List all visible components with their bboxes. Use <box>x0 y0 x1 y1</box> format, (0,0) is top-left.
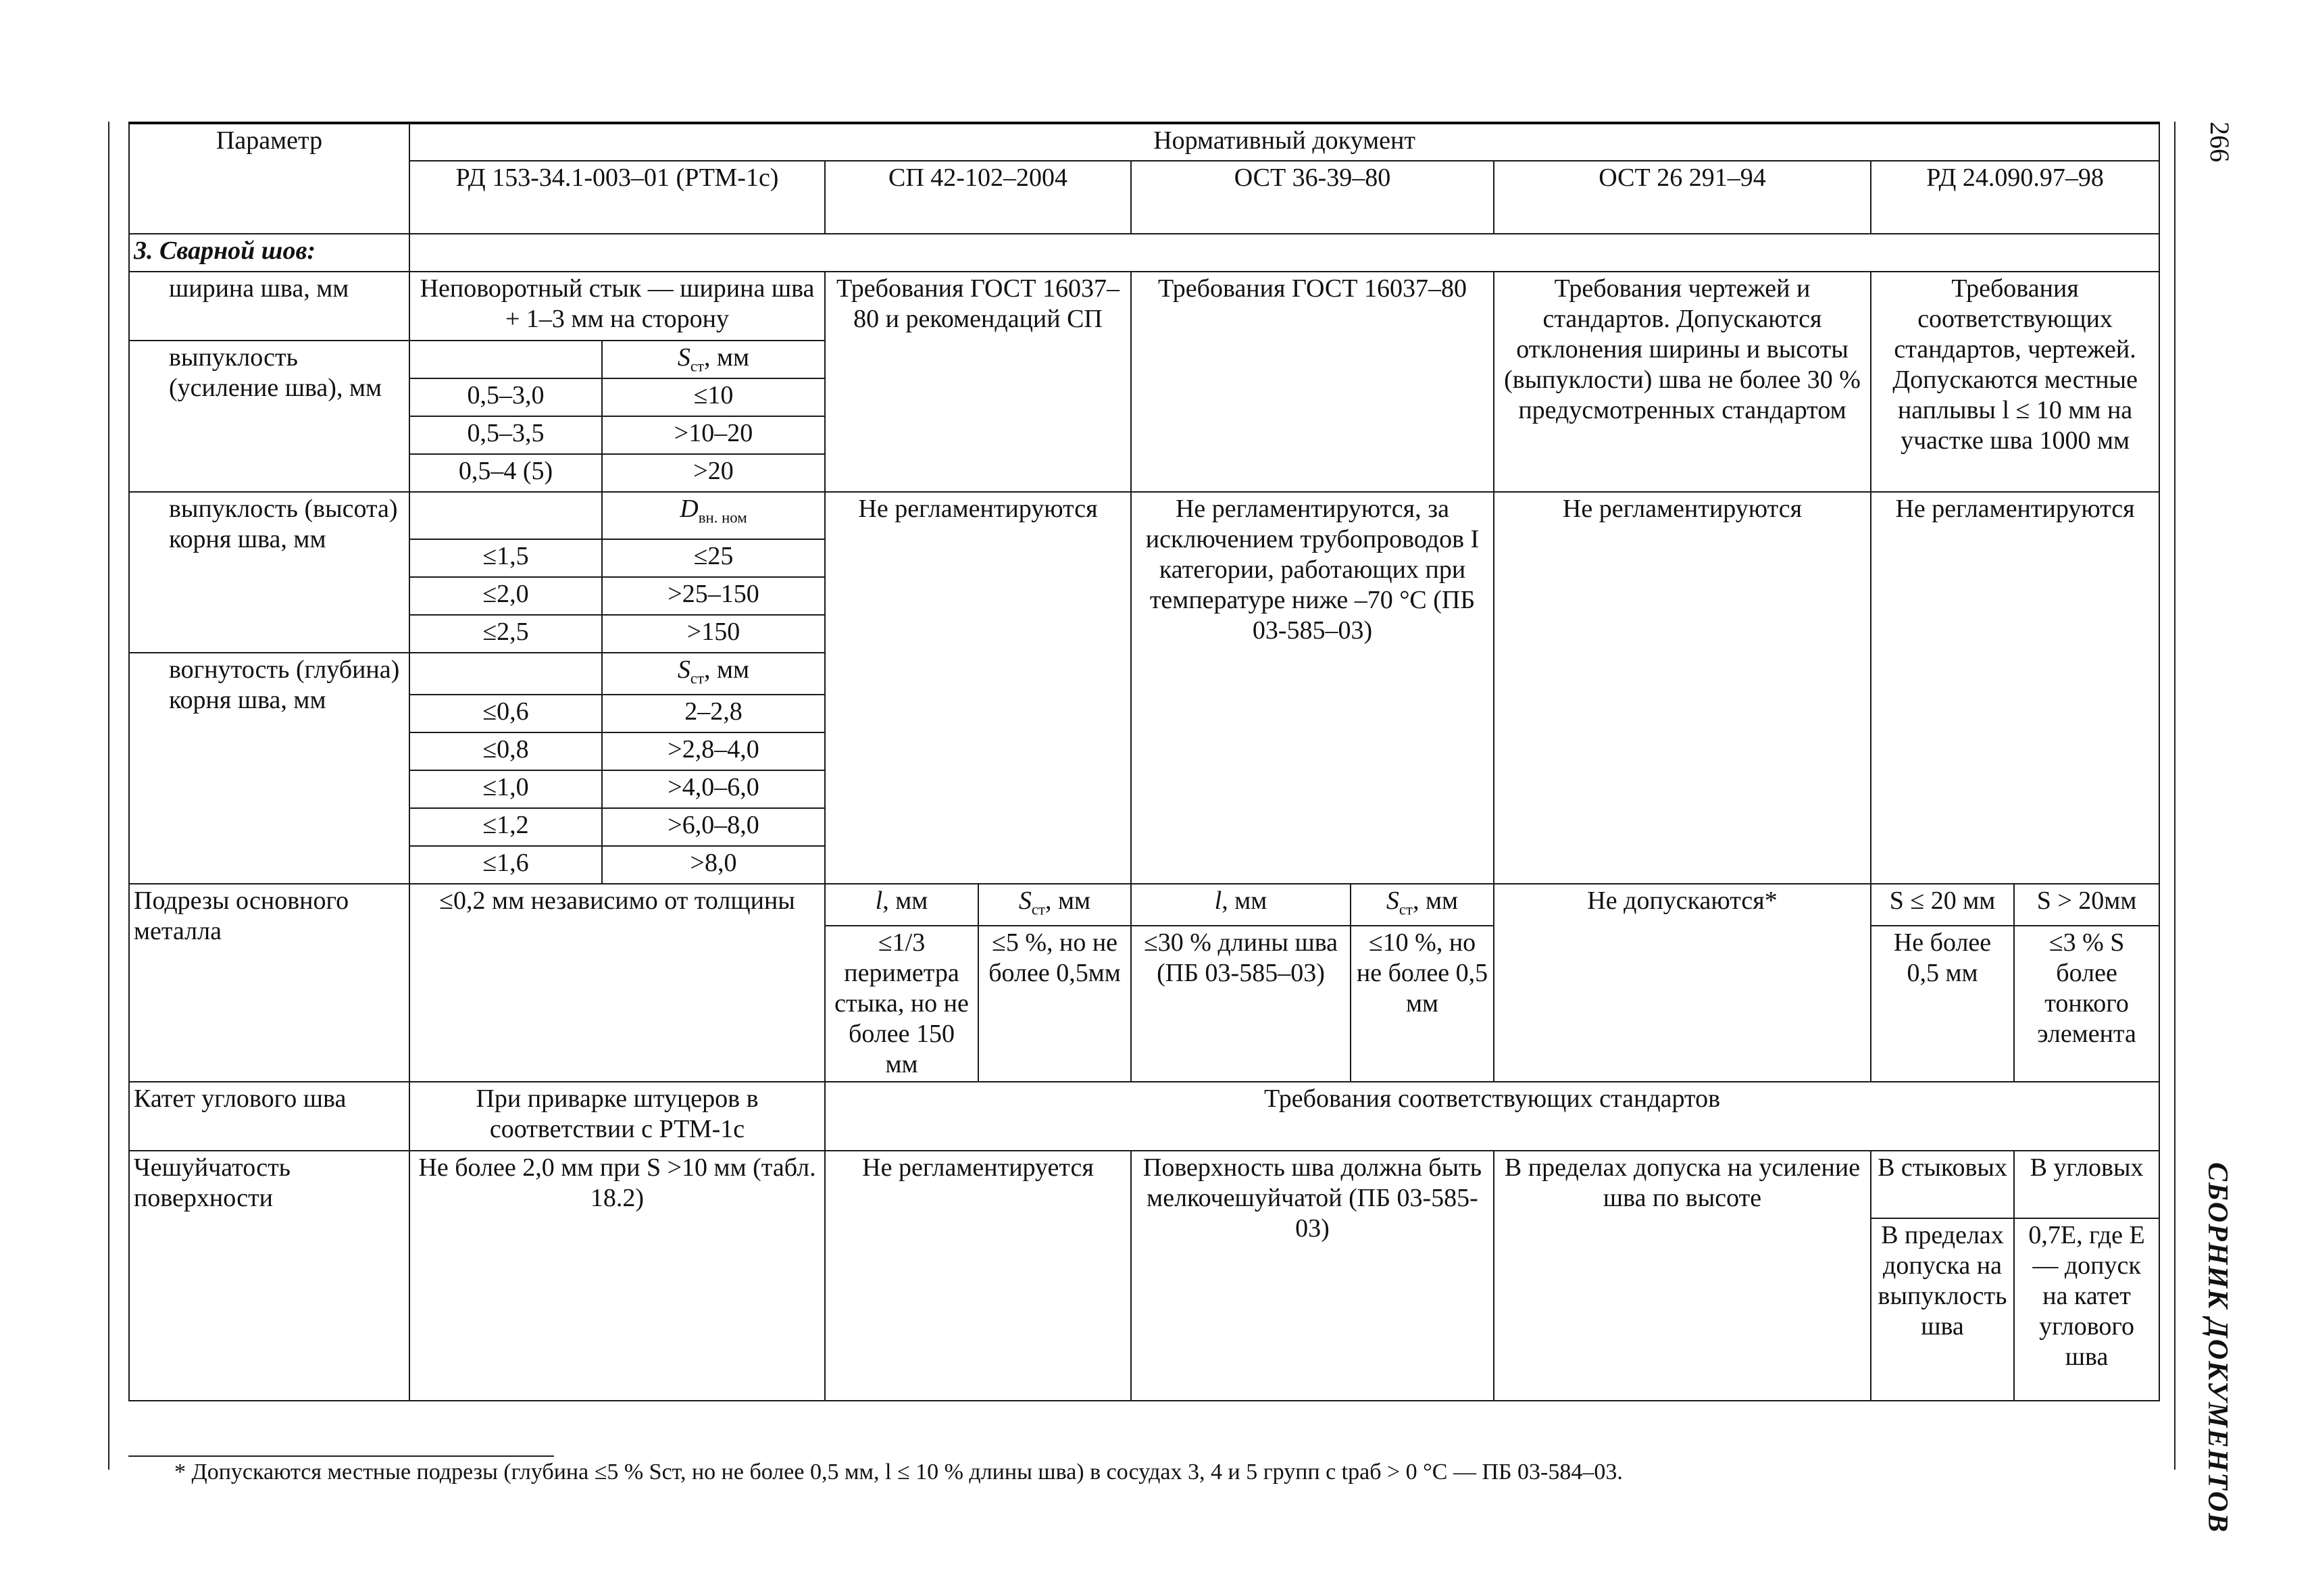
header-normdoc: Нормативный документ <box>409 123 2159 161</box>
convexity-value: 0,5–3,0 <box>409 378 602 416</box>
section-title: 3. Сварной шов: <box>129 234 409 272</box>
param-undercuts: Подрезы основного металла <box>129 884 409 1082</box>
root-concavity-head-sst: $S_{ст}$, мм <box>602 653 825 695</box>
normative-table <box>128 122 2160 1401</box>
root-concavity-value: ≤1,2 <box>409 808 602 846</box>
undercuts-ost36-l-head: l, мм <box>1131 884 1351 926</box>
width-ost36: Требования ГОСТ 16037–80 <box>1131 272 1494 492</box>
param-convexity: выпуклость (усиление шва), мм <box>129 341 409 492</box>
width-rd24: Требования соответствующих стандартов, чертежей. Допускаются местные наплывы l ≤ 10 мм на участке шва 1000 мм <box>1871 272 2159 492</box>
root-concavity-value: ≤1,6 <box>409 846 602 884</box>
scaliness-ost36: Поверхность шва должна быть мелкочешуйчатой (ПБ 03-585-03) <box>1131 1151 1494 1401</box>
left-margin-rule <box>108 122 109 1470</box>
root-convexity-value: ≤2,0 <box>409 577 602 615</box>
scaliness-rd24-a-value: В пределах допуска на выпуклость шва <box>1871 1218 2014 1401</box>
scaliness-ost26: В пределах допуска на усиление шва по высоте <box>1494 1151 1871 1401</box>
fillet-rd153: При приварке штуцеров в соответствии с РТМ-1с <box>409 1082 825 1151</box>
scaliness-rd24-a-head: В стыковых <box>1871 1151 2014 1218</box>
root-concavity-thickness: >4,0–6,0 <box>602 770 825 808</box>
param-root-convexity: выпуклость (высота) корня шва, мм <box>129 492 409 653</box>
width-ost26: Требования чертежей и стандартов. Допускаются отклонения ширины и высоты (выпуклости) шва не более 30 % предусмотренных стандартом <box>1494 272 1871 492</box>
undercuts-rd153: ≤0,2 мм независимо от толщины <box>409 884 825 1082</box>
root-convexity-value: ≤1,5 <box>409 539 602 577</box>
param-root-concavity: вогнутость (глубина) корня шва, мм <box>129 653 409 884</box>
root-concavity-thickness: >2,8–4,0 <box>602 732 825 770</box>
header-param: Параметр <box>129 123 409 234</box>
root-concavity-value: ≤1,0 <box>409 770 602 808</box>
width-rd153: Неповоротный стык — ширина шва + 1–3 мм на сторону <box>409 272 825 341</box>
root-concavity-value: ≤0,6 <box>409 695 602 732</box>
scaliness-rd24-b-head: В угловых <box>2014 1151 2159 1218</box>
undercuts-ost26: Не допускаются* <box>1494 884 1871 1082</box>
section-empty <box>409 234 2159 272</box>
undercuts-ost36-s-value: ≤10 %, но не более 0,5 мм <box>1351 926 1494 1082</box>
convexity-thickness: >20 <box>602 454 825 492</box>
undercuts-rd24-b-head: S > 20мм <box>2014 884 2159 926</box>
convexity-value: 0,5–3,5 <box>409 416 602 454</box>
root-concavity-head-empty <box>409 653 602 695</box>
param-scaliness: Чешуйчатость поверхности <box>129 1151 409 1401</box>
root-convexity-value: ≤2,5 <box>409 615 602 653</box>
header-doc-sp42: СП 42-102–2004 <box>825 161 1131 234</box>
running-title: СБОРНИК ДОКУМЕНТОВ <box>2202 1162 2233 1534</box>
scaliness-rd153: Не более 2,0 мм при S >10 мм (табл. 18.2) <box>409 1151 825 1401</box>
undercuts-ost36-l-value: ≤30 % длины шва (ПБ 03-585–03) <box>1131 926 1351 1082</box>
right-margin-rule <box>2174 122 2175 1470</box>
footnote: * Допускаются местные подрезы (глубина ≤5 % Sст, но не более 0,5 мм, l ≤ 10 % длины шва) в сосудах 3, 4 и 5 групп с tраб > 0 °С — ПБ 03-584–03. <box>174 1460 1623 1485</box>
undercuts-rd24-a-value: Не более 0,5 мм <box>1871 926 2014 1082</box>
root-convexity-head-empty <box>409 492 602 539</box>
convexity-value: 0,5–4 (5) <box>409 454 602 492</box>
fillet-others: Требования соответствующих стандартов <box>825 1082 2159 1151</box>
root-convexity-diameter: >25–150 <box>602 577 825 615</box>
footnote-rule <box>128 1455 554 1457</box>
undercuts-sp-s-head: $S_{ст}$, мм <box>978 884 1131 926</box>
scaliness-rd24-b-value: 0,7E, где E — допуск на катет углового шва <box>2014 1218 2159 1401</box>
undercuts-sp-l-value: ≤1/3 периметра стыка, но не более 150 мм <box>825 926 978 1082</box>
header-doc-rd24: РД 24.090.97–98 <box>1871 161 2159 234</box>
header-doc-ost36: ОСТ 36-39–80 <box>1131 161 1494 234</box>
convexity-thickness: >10–20 <box>602 416 825 454</box>
undercuts-rd24-a-head: S ≤ 20 мм <box>1871 884 2014 926</box>
root-convexity-diameter: ≤25 <box>602 539 825 577</box>
convexity-head-empty <box>409 341 602 378</box>
undercuts-rd24-b-value: ≤3 % S более тонкого элемента <box>2014 926 2159 1082</box>
page-number: 266 <box>2205 122 2235 162</box>
undercuts-ost36-s-head: $S_{ст}$, мм <box>1351 884 1494 926</box>
root-ost36: Не регламентируются, за исключением трубопроводов I категории, работающих при температуре ниже –70 °С (ПБ 03-585–03) <box>1131 492 1494 884</box>
param-fillet: Катет углового шва <box>129 1082 409 1151</box>
root-sp: Не регламентируются <box>825 492 1131 884</box>
scaliness-sp: Не регламентируется <box>825 1151 1131 1401</box>
undercuts-sp-s-value: ≤5 %, но не более 0,5мм <box>978 926 1131 1082</box>
root-convexity-head-dvn: $D_{вн. ном}$ <box>602 492 825 539</box>
root-ost26: Не регламентируются <box>1494 492 1871 884</box>
root-concavity-value: ≤0,8 <box>409 732 602 770</box>
root-concavity-thickness: >6,0–8,0 <box>602 808 825 846</box>
convexity-thickness: ≤10 <box>602 378 825 416</box>
header-doc-rd153: РД 153-34.1-003–01 (РТМ-1с) <box>409 161 825 234</box>
param-width: ширина шва, мм <box>129 272 409 341</box>
root-concavity-thickness: >8,0 <box>602 846 825 884</box>
root-rd24: Не регламентируются <box>1871 492 2159 884</box>
width-sp: Требования ГОСТ 16037–80 и рекомендаций СП <box>825 272 1131 492</box>
root-convexity-diameter: >150 <box>602 615 825 653</box>
header-doc-ost26: ОСТ 26 291–94 <box>1494 161 1871 234</box>
root-concavity-thickness: 2–2,8 <box>602 695 825 732</box>
undercuts-sp-l-head: l, мм <box>825 884 978 926</box>
convexity-head-sst: $S_{ст}$, мм <box>602 341 825 378</box>
